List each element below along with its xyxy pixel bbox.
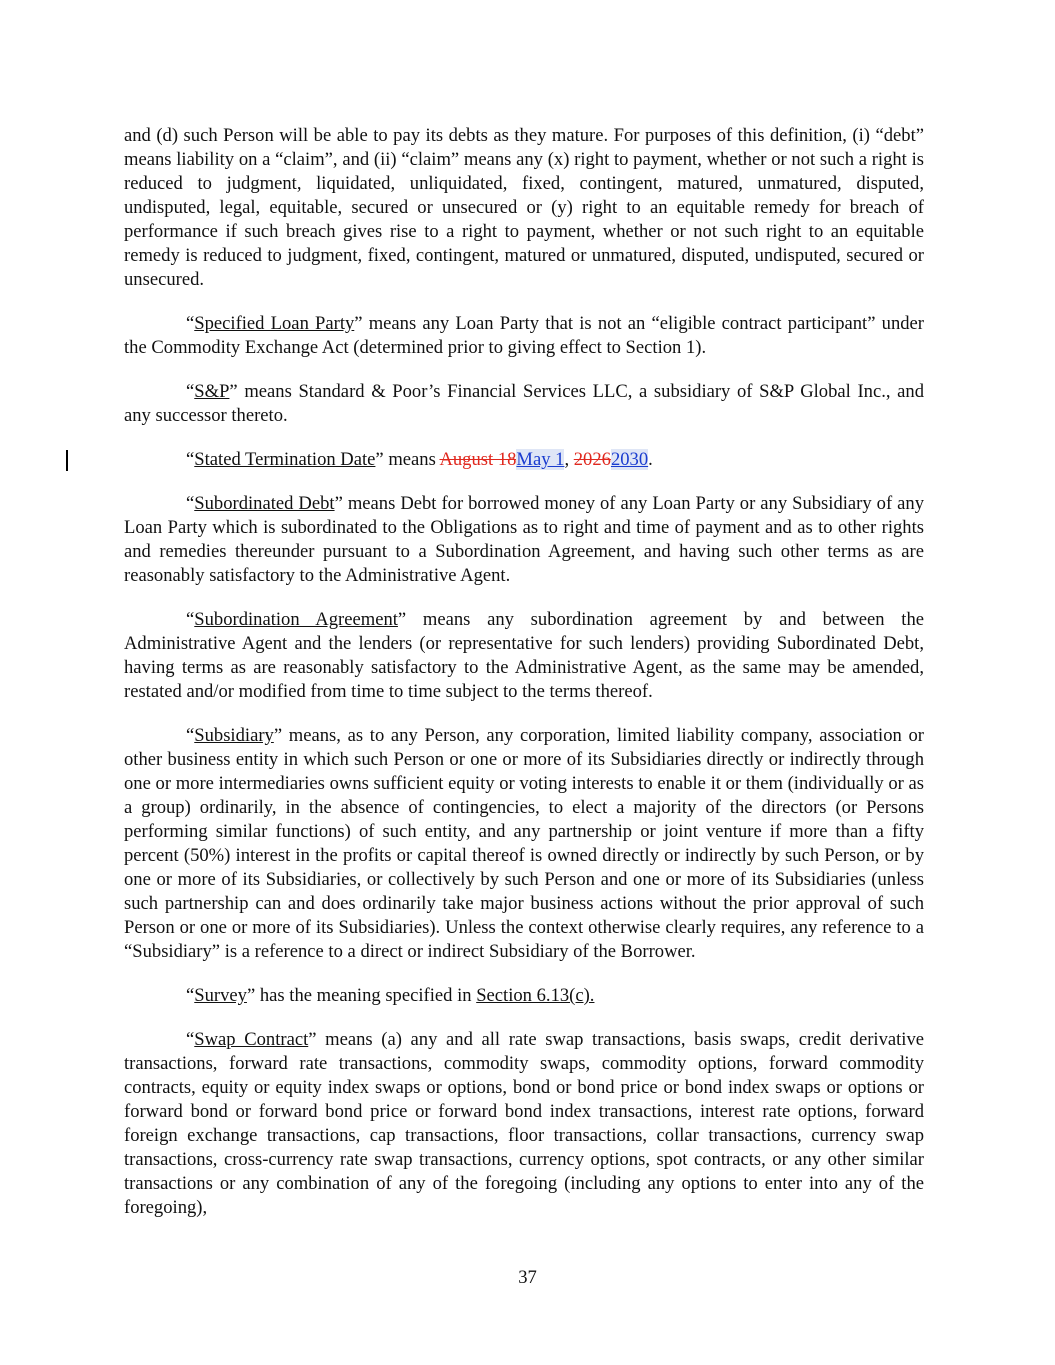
document-body	[124, 124, 924, 1240]
open-quote: “	[186, 985, 195, 1006]
paragraph-debt-claim-definition	[124, 124, 924, 292]
revision-change-bar	[66, 450, 68, 471]
open-quote: “	[186, 381, 195, 402]
definition-text: ” means Standard & Poor’s Financial Services LLC, a subsidiary of S&P Global Inc., and any successor thereto.	[124, 381, 924, 426]
defined-term: Survey	[194, 985, 247, 1006]
date-comma: ,	[564, 449, 574, 470]
definition-sp	[124, 380, 924, 428]
definition-subordinated-debt	[124, 492, 924, 588]
section-cross-reference[interactable]: Section 6.13(c).	[476, 985, 595, 1006]
open-quote: “	[186, 313, 195, 334]
definition-text: ” has the meaning specified in	[246, 985, 477, 1006]
definition-text: ” means any Loan Party that is not an “eligible contract participant” under the Commodity Exchange Act (determined prior to giving effect to Section 1).	[124, 313, 924, 358]
definition-text: ” means any subordination agreement by and between the Administrative Agent and the lenders (or representative for such lenders) providing Subordinated Debt, having terms as are reasonably satisfactory to the Administrative Agent, as the same may be amended, restated and/or modified from time to time subject to the terms thereof.	[124, 609, 924, 702]
definition-text: ” means	[375, 449, 440, 470]
defined-term: Specified Loan Party	[194, 313, 355, 334]
definition-subordination-agreement	[124, 608, 924, 704]
definition-swap-contract	[124, 1028, 924, 1220]
defined-term: S&P	[194, 381, 230, 402]
deleted-year: 2026	[573, 449, 611, 470]
open-quote: “	[186, 493, 195, 514]
definition-specified-loan-party	[124, 312, 924, 360]
definition-text: ” means (a) any and all rate swap transactions, basis swaps, credit derivative transactions, forward rate transactions, commodity swaps, commodity options, forward commodity contracts, equity or equity index swaps or options, bond or bond price or bond index swaps or options or forward bond or forward bond price or forward bond index transactions, interest rate options, forward foreign exchange transactions, cap transactions, floor transactions, collar transactions, currency swap transactions, cross-currency rate swap transactions, currency options, spot contracts, or any other similar transactions or any combination of any of the foregoing (including any options to enter into any of the foregoing),	[124, 1029, 924, 1218]
inserted-date: May 1	[516, 449, 565, 470]
period: .	[648, 449, 653, 470]
defined-term: Stated Termination Date	[194, 449, 376, 470]
definition-text: ” means, as to any Person, any corporation, limited liability company, association or other business entity in which such Person or one or more of its Subsidiaries directly or indirectly through one or more intermediaries owns sufficient equity or voting interests to enable it or them (individually or as a group) ordinarily, in the absence of contingencies, to elect a majority of the directors (or Persons performing similar functions) of such entity, and any partnership or joint venture if more than a fifty percent (50%) interest in the profits or capital thereof is owned directly or indirectly by such Person, or by one or more of its Subsidiaries, or collectively by such Person and one or more of its Subsidiaries (unless such partnership can and does ordinarily take major business actions without the prior approval of such Person or one or more of its Subsidiaries). Unless the context otherwise clearly requires, any reference to a “Subsidiary” is a reference to a direct or indirect Subsidiary of the Borrower.	[124, 725, 924, 962]
definition-stated-termination-date	[124, 448, 924, 472]
definition-subsidiary	[124, 724, 924, 964]
page-number: 37	[518, 1267, 537, 1288]
definition-survey	[124, 984, 924, 1008]
open-quote: “	[186, 609, 195, 630]
paragraph-text: and (d) such Person will be able to pay its debts as they mature. For purposes of this definition, (i) “debt” means liability on a “claim”, and (ii) “claim” means any (x) right to payment, whether or not such a right is reduced to judgment, liquidated, unliquidated, fixed, contingent, matured, unmatured, disputed, undisputed, legal, equitable, secured or unsecured or (y) right to an equitable remedy for breach of performance if such breach gives rise to a right to payment, whether or not such right to an equitable remedy is reduced to judgment, fixed, contingent, matured or unmatured, disputed, undisputed, secured or unsecured.	[124, 125, 924, 290]
open-quote: “	[186, 449, 195, 470]
open-quote: “	[186, 1029, 195, 1050]
inserted-year: 2030	[610, 449, 649, 470]
definition-text: ” means Debt for borrowed money of any Loan Party or any Subsidiary of any Loan Party which is subordinated to the Obligations as to right and time of payment and as to other rights and remedies thereunder pursuant to a Subordination Agreement, and having such other terms as are reasonably satisfactory to the Administrative Agent.	[124, 493, 924, 586]
defined-term: Subordination Agreement	[194, 609, 398, 630]
open-quote: “	[186, 725, 195, 746]
defined-term: Subordinated Debt	[194, 493, 335, 514]
defined-term: Subsidiary	[194, 725, 274, 746]
defined-term: Swap Contract	[194, 1029, 309, 1050]
deleted-date: August 18	[439, 449, 517, 470]
